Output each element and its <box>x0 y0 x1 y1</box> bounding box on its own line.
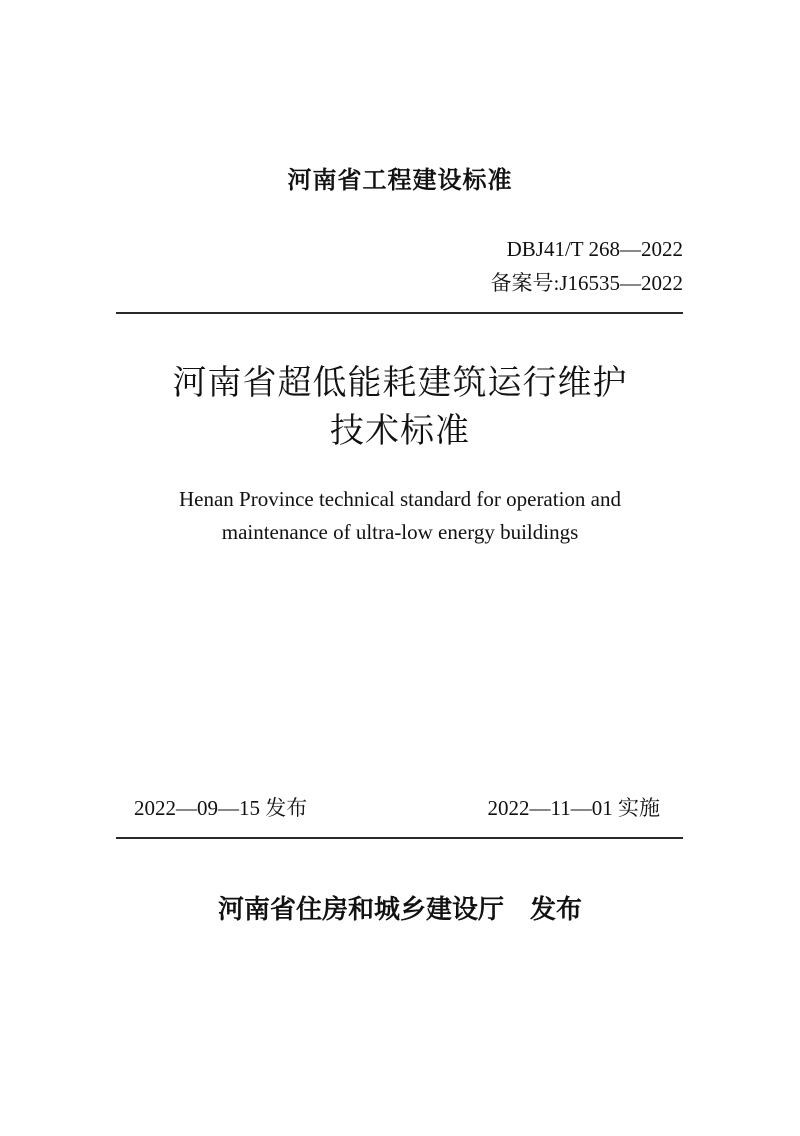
top-divider <box>116 312 683 314</box>
title-en <box>0 483 800 549</box>
title-en-line1: Henan Province technical standard for operation and <box>179 487 621 511</box>
bottom-divider <box>116 837 683 839</box>
effective-date: 2022—11—01 实施 <box>487 796 660 820</box>
standard-codes <box>490 232 683 300</box>
title-en-line2: maintenance of ultra-low energy buildings <box>221 520 579 544</box>
standard-code: DBJ41/T 268—2022 <box>506 237 683 261</box>
record-number: 备案号:J16535—2022 <box>490 271 683 295</box>
title-cn-line1: 河南省超低能耗建筑运行维护 <box>172 365 628 402</box>
series-title: 河南省工程建设标准 <box>287 166 513 194</box>
publish-date: 2022—09—15 发布 <box>134 796 308 820</box>
title-cn-line2: 技术标准 <box>330 413 470 450</box>
issuer: 河南省住房和城乡建设厅 发布 <box>217 895 582 925</box>
